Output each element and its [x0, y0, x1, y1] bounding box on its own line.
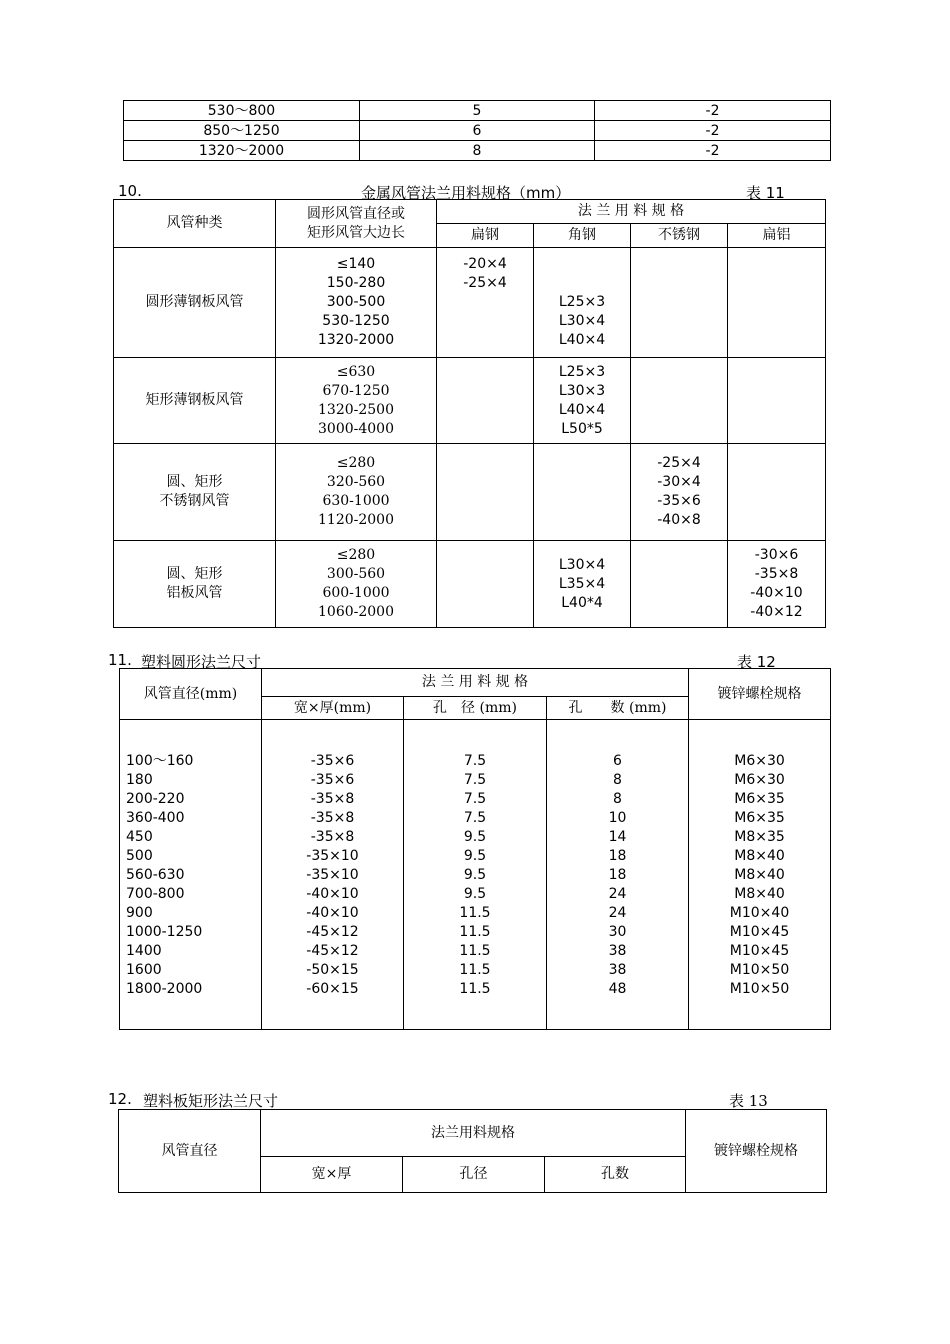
stainless-value: -30×4	[657, 474, 701, 490]
duct-type-line: 圆、矩形	[166, 474, 223, 490]
width-thickness-value: -50×15	[306, 962, 359, 978]
flat-steel-value: -20×4	[463, 256, 507, 272]
size-value: ≤630	[336, 363, 376, 380]
bolt-value: M6×30	[734, 772, 785, 788]
stainless-value: -35×6	[657, 493, 701, 509]
table-cell-right: -2	[595, 101, 831, 121]
diameter-value: 180	[126, 772, 153, 788]
flat-steel-value	[437, 312, 533, 331]
col-hole-diameter	[404, 720, 547, 1030]
table-cell-right: -2	[595, 141, 831, 161]
size-value: 300-560	[326, 566, 386, 582]
header-size: 圆形风管直径或 矩形风管大边长	[276, 200, 437, 248]
hole-diameter-value: 9.5	[463, 829, 487, 845]
bolt-value: M10×45	[729, 924, 790, 940]
stainless-value: -40×8	[657, 512, 701, 528]
hole-diameter-value: 7.5	[463, 753, 487, 769]
size-value: 670-1250	[322, 382, 390, 399]
table-row	[114, 358, 826, 444]
angle-steel-value	[534, 274, 630, 293]
bolt-value: M6×35	[734, 791, 785, 807]
size-value: 3000-4000	[318, 420, 394, 437]
flat-aluminum-cell	[728, 248, 826, 358]
hole-diameter-value: 11.5	[459, 924, 491, 940]
table-row	[124, 101, 831, 121]
header-flat-steel: 扁钢	[437, 224, 534, 248]
angle-steel-value: L25×3	[558, 363, 606, 380]
diameter-value: 1000-1250	[126, 924, 203, 940]
header-flange-spec: 法 兰 用 料 规 格	[262, 669, 689, 697]
table-row	[114, 248, 826, 358]
header-flange-spec: 法兰用料规格	[261, 1110, 686, 1157]
bolt-value: M8×40	[734, 886, 785, 902]
size-value: 300-500	[326, 294, 386, 310]
size-cell	[276, 248, 437, 358]
section-12-table-number: 表 13	[729, 1092, 768, 1110]
duct-type-line: 铝板风管	[166, 585, 223, 601]
width-thickness-value: -45×12	[306, 943, 359, 959]
table-row	[114, 541, 826, 628]
size-value: ≤280	[336, 547, 376, 563]
hole-count-value: 24	[608, 886, 627, 902]
width-thickness-value: -35×10	[306, 848, 359, 864]
angle-steel-cell	[534, 541, 631, 628]
flat-steel-cell	[437, 444, 534, 541]
hole-diameter-value: 9.5	[463, 886, 487, 902]
hole-diameter-value: 7.5	[463, 791, 487, 807]
hole-diameter-value: 11.5	[459, 905, 491, 921]
hole-diameter-value: 9.5	[463, 867, 487, 883]
angle-steel-value: L40*4	[561, 594, 603, 611]
header-hole-count: 孔数	[545, 1157, 686, 1193]
size-cell	[276, 444, 437, 541]
hole-diameter-value: 11.5	[459, 962, 491, 978]
diameter-value: 700-800	[126, 886, 185, 902]
section-11-table-number: 表 12	[737, 653, 776, 671]
stainless-value: -25×4	[657, 455, 701, 471]
width-thickness-value: -60×15	[306, 981, 359, 997]
duct-type-line: 圆形薄钢板风管	[145, 294, 244, 310]
header-duct-type: 风管种类	[114, 200, 276, 248]
size-value: ≤280	[336, 455, 376, 471]
flat-steel-cell	[437, 358, 534, 444]
angle-steel-value: L40×4	[558, 401, 606, 418]
table-cell-mid: 6	[360, 121, 595, 141]
header-duct-diameter: 风管直径	[119, 1110, 261, 1193]
flat-aluminum-value: -30×6	[754, 547, 799, 563]
section-12-number: 12.	[108, 1090, 132, 1108]
diameter-value: 360-400	[126, 810, 185, 826]
size-value: 320-560	[326, 474, 386, 490]
angle-steel-value: L30×4	[558, 313, 606, 329]
hole-count-value: 10	[608, 810, 627, 826]
header-hole-count: 孔 数 (mm)	[547, 697, 689, 720]
section-10-title: 金属风管法兰用料规格（mm）	[361, 184, 571, 202]
table-10-continuation	[123, 100, 831, 161]
diameter-value: 1800-2000	[126, 981, 203, 997]
table-cell-range: 530～800	[124, 101, 360, 121]
duct-type-line: 不锈钢风管	[159, 493, 230, 509]
angle-steel-cell	[534, 248, 631, 358]
flat-steel-value	[437, 331, 533, 350]
hole-count-value: 8	[613, 791, 622, 807]
header-bolt-spec: 镀锌螺栓规格	[689, 669, 831, 720]
angle-steel-value: L30×3	[558, 382, 606, 399]
width-thickness-value: -35×6	[310, 772, 355, 788]
width-thickness-value: -35×8	[310, 829, 355, 845]
angle-steel-value: L30×4	[558, 556, 606, 573]
bolt-value: M10×50	[729, 981, 790, 997]
section-10-number: 10.	[118, 182, 142, 200]
duct-type-cell	[114, 248, 276, 358]
table-row	[124, 141, 831, 161]
flat-aluminum-value: -40×12	[750, 604, 803, 620]
size-value: 1060-2000	[318, 604, 394, 620]
hole-diameter-value: 11.5	[459, 981, 491, 997]
width-thickness-value: -35×8	[310, 791, 355, 807]
bolt-value: M8×35	[734, 829, 785, 845]
angle-steel-value: L40×4	[558, 332, 606, 348]
table-13	[118, 1109, 827, 1193]
hole-count-value: 38	[608, 943, 627, 959]
size-value: 150-280	[326, 275, 386, 291]
hole-diameter-value: 7.5	[463, 772, 487, 788]
table-11	[113, 199, 826, 628]
stainless-cell	[631, 444, 728, 541]
hole-count-value: 8	[613, 772, 622, 788]
table-12	[119, 668, 831, 1030]
size-value: ≤140	[336, 256, 376, 272]
width-thickness-value: -35×8	[310, 810, 355, 826]
table-cell-mid: 8	[360, 141, 595, 161]
header-duct-diameter: 风管直径(mm)	[120, 669, 262, 720]
angle-steel-cell	[534, 358, 631, 444]
section-11-number: 11.	[108, 651, 132, 669]
diameter-value: 100～160	[126, 753, 194, 769]
duct-type-cell	[114, 541, 276, 628]
width-thickness-value: -40×10	[306, 886, 359, 902]
bolt-value: M10×45	[729, 943, 790, 959]
header-hole-diameter: 孔 径 (mm)	[404, 697, 547, 720]
size-cell	[276, 358, 437, 444]
hole-count-value: 24	[608, 905, 627, 921]
bolt-value: M6×35	[734, 810, 785, 826]
section-12-title: 塑料板矩形法兰尺寸	[143, 1092, 279, 1110]
size-value: 1320-2500	[318, 401, 394, 418]
flat-aluminum-cell	[728, 358, 826, 444]
header-width-thickness: 宽×厚	[261, 1157, 403, 1193]
hole-count-value: 30	[608, 924, 627, 940]
size-value: 1320-2000	[317, 332, 395, 348]
flat-aluminum-cell	[728, 541, 826, 628]
section-11-title: 塑料圆形法兰尺寸	[141, 653, 262, 671]
table-cell-range: 850～1250	[124, 121, 360, 141]
duct-type-cell	[114, 358, 276, 444]
duct-type-line: 圆、矩形	[166, 566, 223, 582]
flat-steel-value	[437, 293, 533, 312]
table-row	[114, 444, 826, 541]
bolt-value: M8×40	[734, 848, 785, 864]
size-value: 530-1250	[322, 313, 390, 329]
flat-aluminum-value: -35×8	[754, 566, 799, 582]
size-cell	[276, 541, 437, 628]
diameter-value: 1600	[126, 962, 162, 978]
hole-count-value: 18	[608, 848, 627, 864]
table-cell-right: -2	[595, 121, 831, 141]
stainless-cell	[631, 248, 728, 358]
flat-steel-cell	[437, 248, 534, 358]
header-hole-diameter: 孔径	[403, 1157, 545, 1193]
angle-steel-value: L25×3	[558, 294, 606, 310]
hole-diameter-value: 9.5	[463, 848, 487, 864]
table-cell-mid: 5	[360, 101, 595, 121]
size-value: 630-1000	[322, 493, 390, 509]
header-angle-steel: 角钢	[534, 224, 631, 248]
section-10-table-number: 表 11	[746, 184, 785, 202]
hole-count-value: 48	[608, 981, 627, 997]
bolt-value: M6×30	[734, 753, 785, 769]
header-flat-aluminum: 扁铝	[728, 224, 826, 248]
col-hole-count	[547, 720, 689, 1030]
bolt-value: M8×40	[734, 867, 785, 883]
bolt-value: M10×50	[729, 962, 790, 978]
diameter-value: 200-220	[126, 791, 185, 807]
header-flange-spec: 法 兰 用 料 规 格	[437, 200, 826, 224]
angle-steel-value: L50*5	[561, 420, 603, 437]
col-width-thickness	[262, 720, 404, 1030]
duct-type-cell	[114, 444, 276, 541]
angle-steel-cell	[534, 444, 631, 541]
header-bolt-spec: 镀锌螺栓规格	[686, 1110, 827, 1193]
col-bolts	[689, 720, 831, 1030]
duct-type-line: 矩形薄钢板风管	[145, 392, 244, 408]
width-thickness-value: -35×10	[306, 867, 359, 883]
table-cell-range: 1320～2000	[124, 141, 360, 161]
hole-count-value: 14	[608, 829, 627, 845]
flat-steel-value: -25×4	[463, 275, 507, 291]
stainless-cell	[631, 358, 728, 444]
diameter-value: 450	[126, 829, 153, 845]
angle-steel-value	[534, 255, 630, 274]
flat-aluminum-value: -40×10	[750, 585, 803, 601]
flat-aluminum-cell	[728, 444, 826, 541]
width-thickness-value: -40×10	[306, 905, 359, 921]
diameter-value: 560-630	[126, 867, 185, 883]
stainless-cell	[631, 541, 728, 628]
hole-count-value: 18	[608, 867, 627, 883]
hole-diameter-value: 11.5	[459, 943, 491, 959]
width-thickness-value: -45×12	[306, 924, 359, 940]
hole-count-value: 6	[613, 753, 622, 769]
flat-steel-cell	[437, 541, 534, 628]
header-stainless: 不锈钢	[631, 224, 728, 248]
header-width-thickness: 宽×厚(mm)	[262, 697, 404, 720]
diameter-value: 500	[126, 848, 153, 864]
diameter-value: 1400	[126, 943, 162, 959]
size-value: 1120-2000	[318, 512, 394, 528]
col-diameters	[120, 720, 262, 1030]
table-row	[124, 121, 831, 141]
angle-steel-value: L35×4	[558, 575, 606, 592]
hole-diameter-value: 7.5	[463, 810, 487, 826]
size-value: 600-1000	[322, 585, 390, 601]
hole-count-value: 38	[608, 962, 627, 978]
bolt-value: M10×40	[729, 905, 790, 921]
diameter-value: 900	[126, 905, 153, 921]
width-thickness-value: -35×6	[310, 753, 355, 769]
